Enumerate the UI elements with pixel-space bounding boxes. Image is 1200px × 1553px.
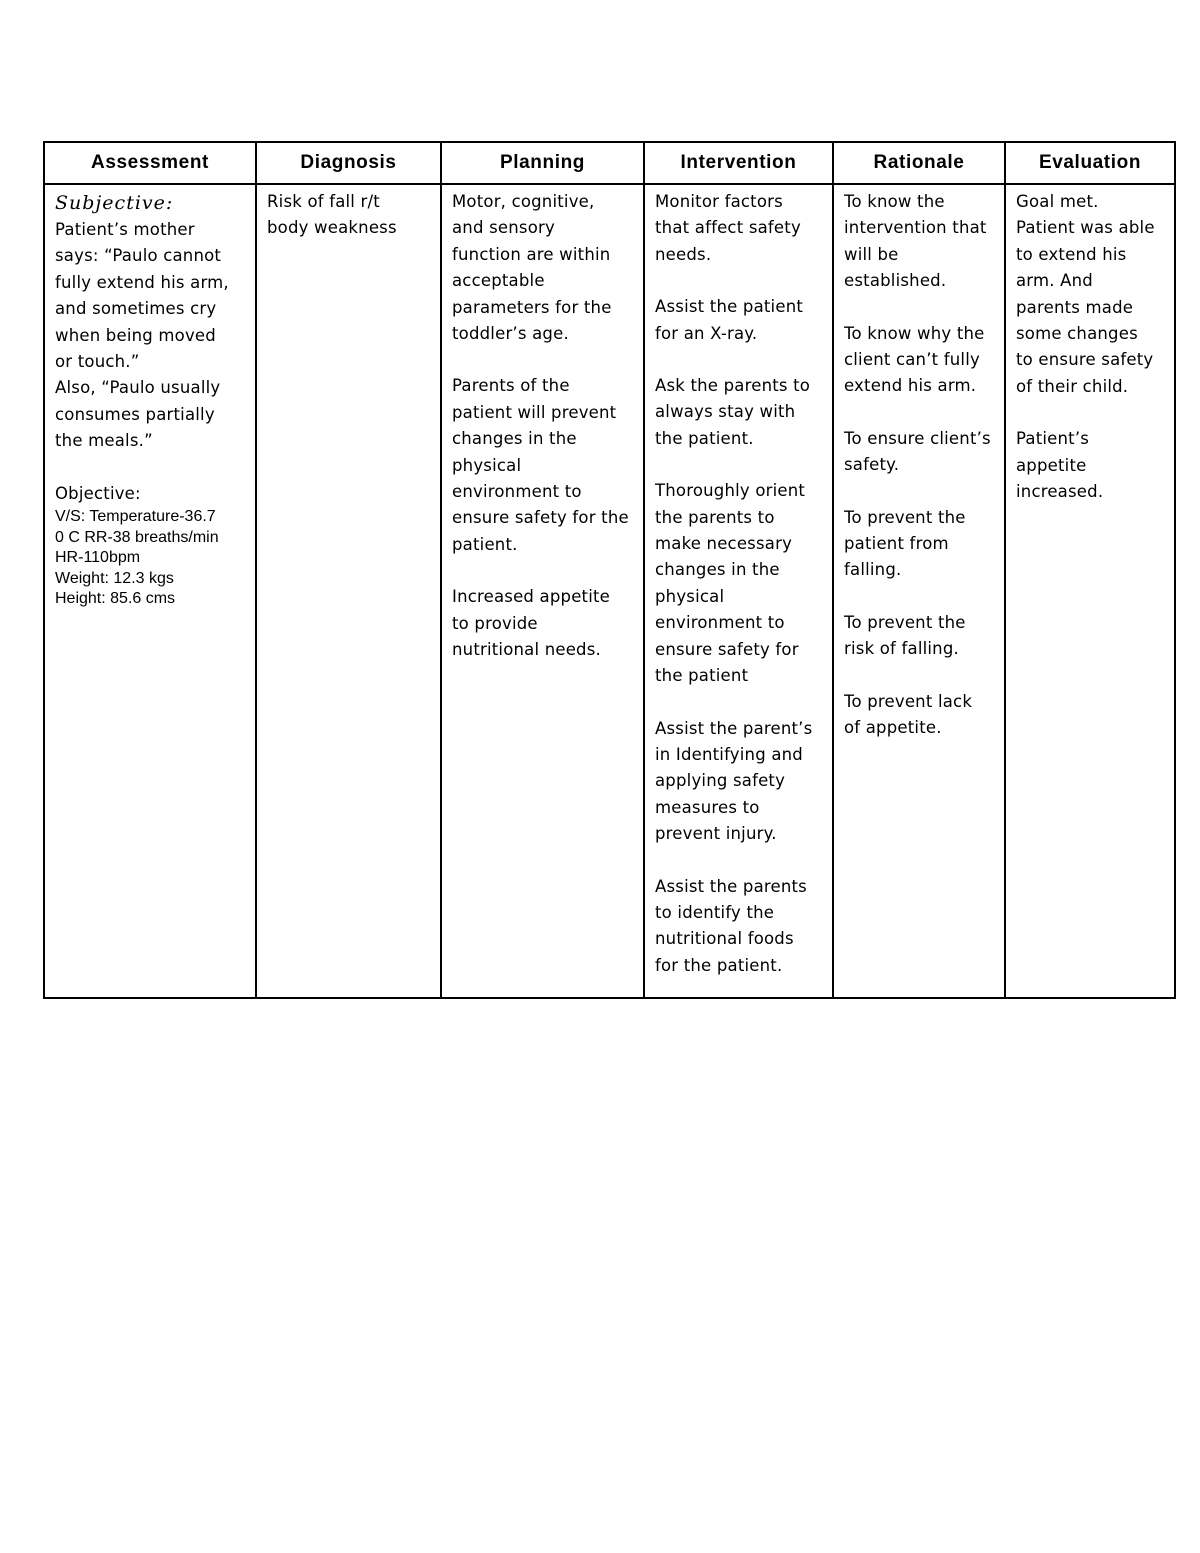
- intervention-item: Assist the parents to identify the nutritional foods for the patient.: [655, 876, 807, 975]
- header-rationale: Rationale: [833, 142, 1005, 184]
- planning-item: Motor, cognitive, and sensory function are within acceptable parameters for the toddler’s age.: [452, 192, 612, 344]
- intervention-cell: [644, 184, 833, 998]
- objective-label: Objective:: [55, 483, 141, 503]
- header-row: [44, 142, 1175, 184]
- vital-signs: V/S: Temperature-36.7 0 C RR-38 breaths/min HR-110bpm Weight: 12.3 kgs Height: 85.6 cms: [55, 508, 219, 608]
- header-diagnosis: Diagnosis: [256, 142, 441, 184]
- nursing-care-plan-table: [43, 141, 1176, 999]
- header-assessment: Assessment: [44, 142, 256, 184]
- planning-item: Parents of the patient will prevent changes in the physical environment to ensure safety for the patient.: [452, 376, 629, 554]
- planning-item: Increased appetite to provide nutritional needs.: [452, 587, 611, 660]
- rationale-item: To know why the client can’t fully extend his arm.: [844, 323, 985, 396]
- header-planning: Planning: [441, 142, 644, 184]
- subjective-text: Patient’s mother says: “Paulo cannot fully extend his arm, and sometimes cry when being moved or touch.” Also, “Paulo usually consumes partially the meals.”: [55, 220, 229, 451]
- intervention-item: Assist the patient for an X-ray.: [655, 297, 804, 343]
- header-evaluation: Evaluation: [1005, 142, 1175, 184]
- assessment-cell: [44, 184, 256, 998]
- header-intervention: Intervention: [644, 142, 833, 184]
- intervention-item: Thoroughly orient the parents to make necessary changes in the physical environment to ensure safety for the patient: [655, 481, 806, 686]
- evaluation-cell: [1005, 184, 1175, 998]
- evaluation-item: Goal met. Patient was able to extend his arm. And parents made some changes to ensure safety of their child.: [1016, 192, 1155, 396]
- rationale-item: To prevent lack of appetite.: [844, 691, 973, 738]
- rationale-item: To prevent the patient from falling.: [844, 507, 966, 580]
- subjective-label: Subjective:: [55, 192, 174, 214]
- intervention-item: Monitor factors that affect safety needs.: [655, 192, 801, 264]
- intervention-item: Assist the parent’s in Identifying and applying safety measures to prevent injury.: [655, 718, 813, 844]
- body-row: [44, 184, 1175, 998]
- rationale-item: To prevent the risk of falling.: [844, 612, 966, 659]
- diagnosis-text: Risk of fall r/t body weakness: [267, 192, 397, 238]
- planning-cell: [441, 184, 644, 998]
- rationale-item: To ensure client’s safety.: [844, 428, 991, 475]
- intervention-item: Ask the parents to always stay with the patient.: [655, 376, 811, 448]
- evaluation-item: Patient’s appetite increased.: [1016, 429, 1104, 502]
- rationale-cell: [833, 184, 1005, 998]
- diagnosis-cell: [256, 184, 441, 998]
- rationale-item: To know the intervention that will be established.: [844, 192, 987, 291]
